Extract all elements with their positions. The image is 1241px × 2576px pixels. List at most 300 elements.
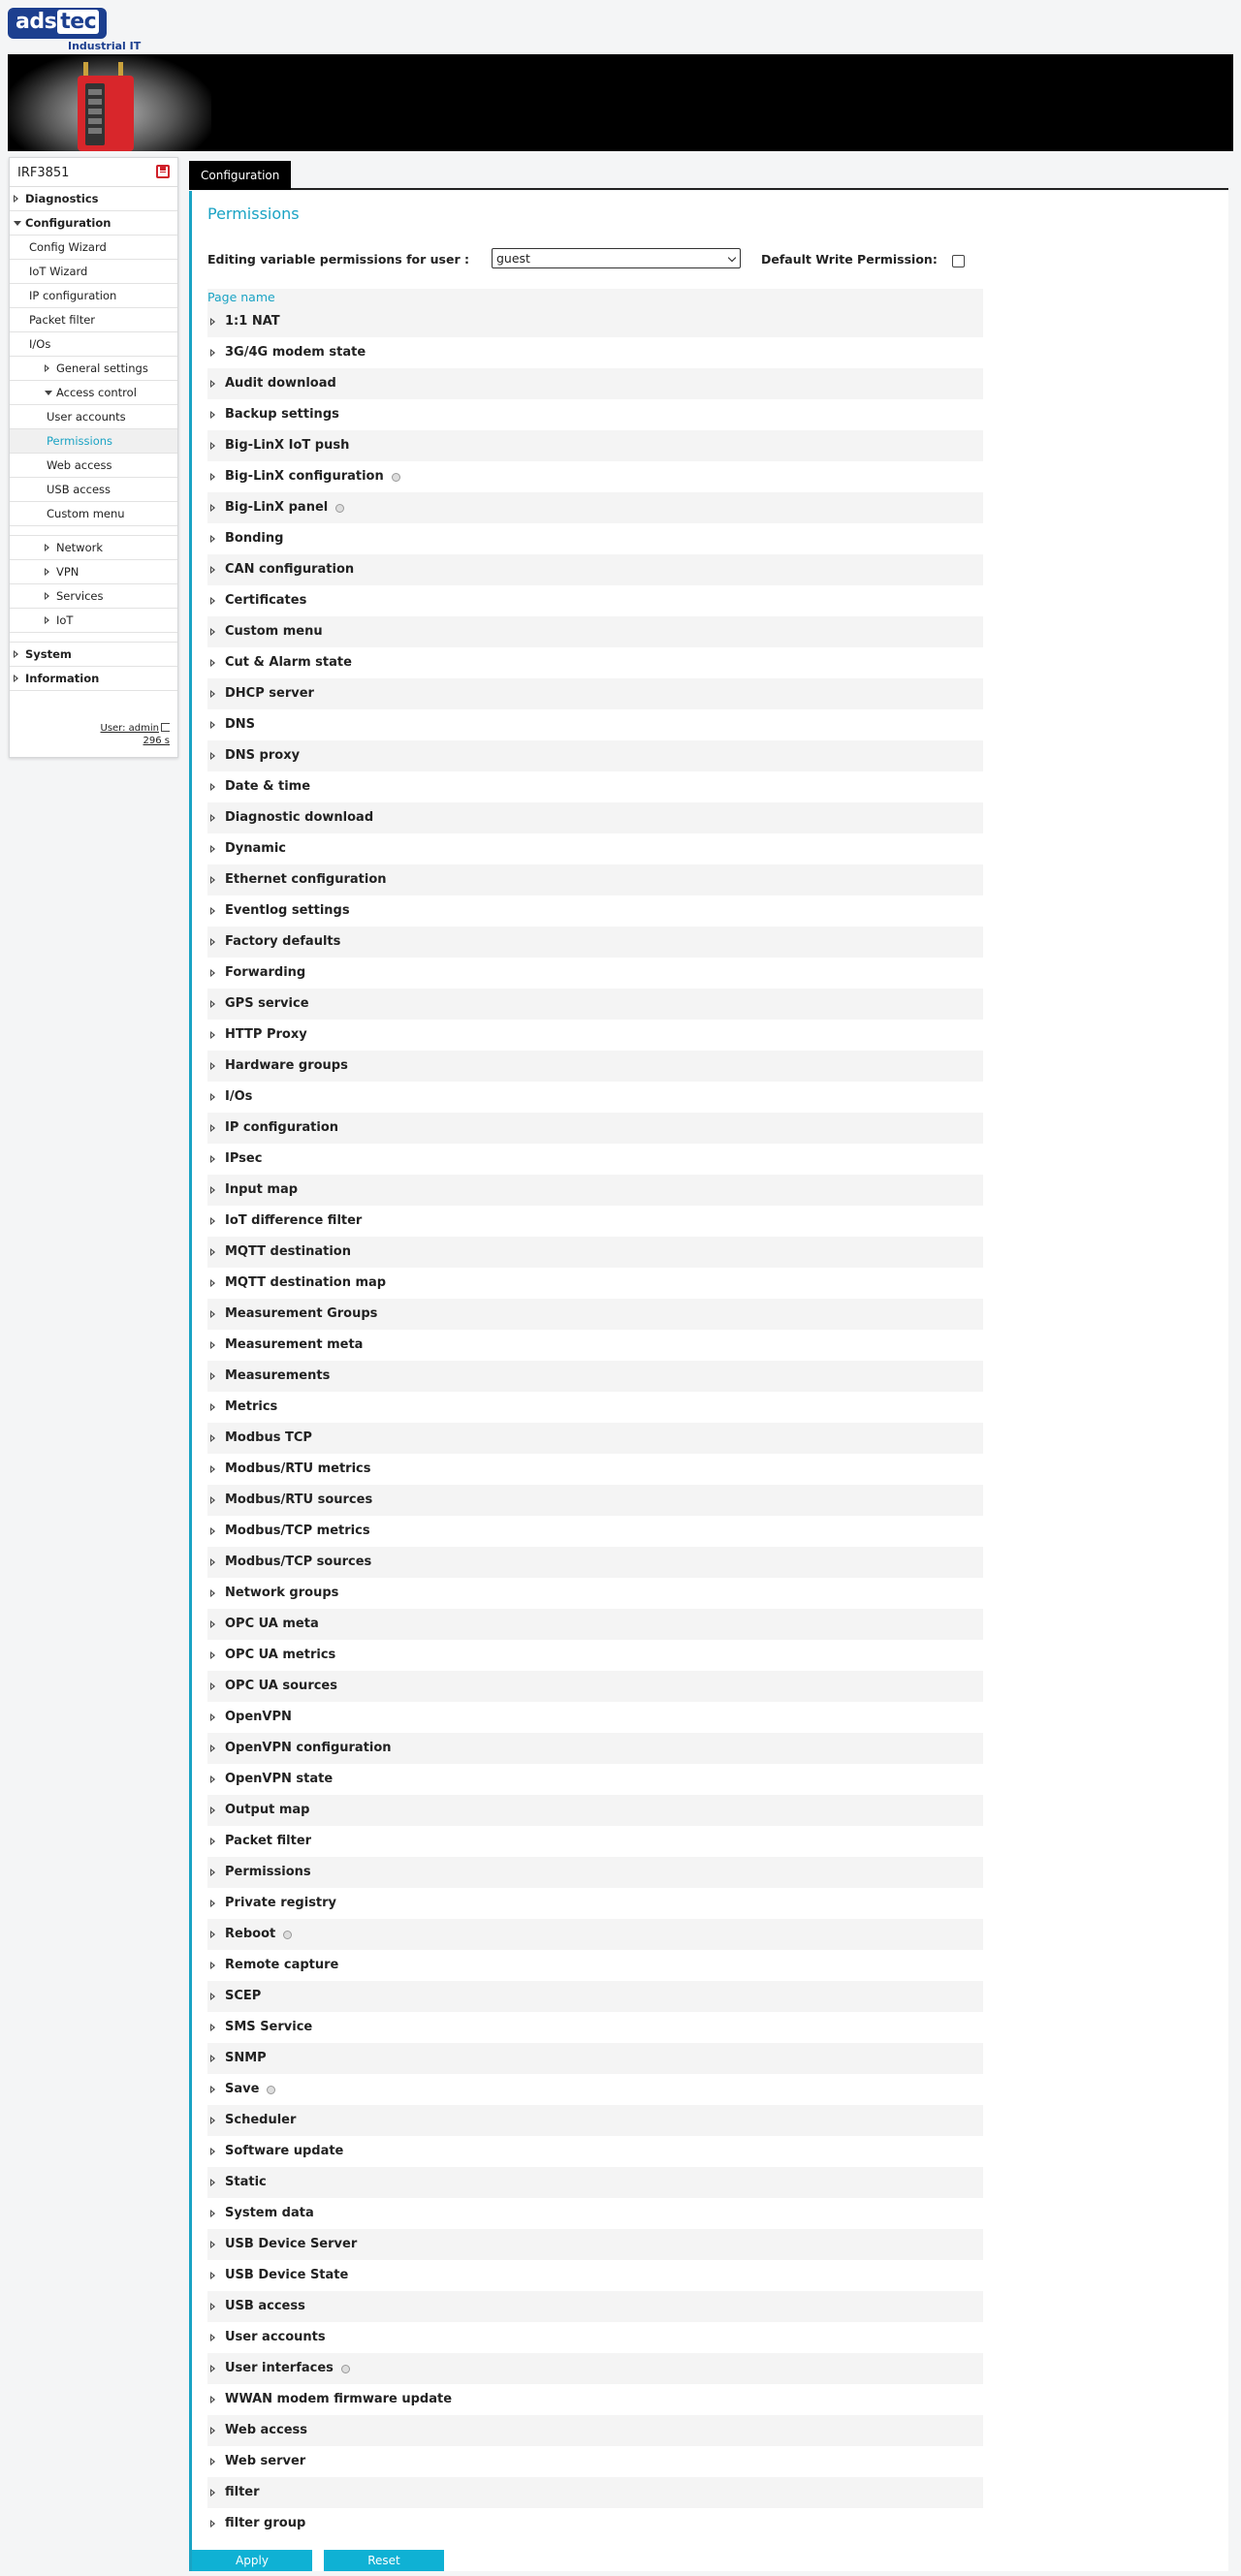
permission-row[interactable]	[207, 1609, 983, 1640]
sidebar-item-label: Services	[56, 589, 104, 603]
expand-triangle-icon[interactable]	[210, 845, 215, 853]
permission-row[interactable]	[207, 1206, 983, 1237]
expand-triangle-icon[interactable]	[210, 1031, 215, 1039]
permission-row[interactable]	[207, 802, 983, 833]
chevron-right-icon	[14, 675, 18, 682]
expand-triangle-icon[interactable]	[210, 535, 215, 543]
permission-row[interactable]	[207, 2260, 983, 2291]
permission-row[interactable]	[207, 2353, 983, 2384]
sidebar-item-label: General settings	[56, 361, 148, 375]
expand-triangle-icon[interactable]	[210, 721, 215, 729]
sidebar-item-vpn[interactable]	[10, 560, 177, 584]
permission-page-name: IoT difference filter	[225, 1213, 363, 1228]
expand-triangle-icon[interactable]	[210, 690, 215, 698]
chevron-right-icon	[14, 650, 18, 658]
expand-triangle-icon[interactable]	[210, 1124, 215, 1132]
expand-triangle-icon[interactable]	[210, 1217, 215, 1225]
expand-triangle-icon[interactable]	[210, 1000, 215, 1008]
permission-row[interactable]	[207, 2136, 983, 2167]
chevron-down-icon	[14, 221, 21, 226]
sidebar-item-user-accounts[interactable]	[10, 405, 177, 429]
expand-triangle-icon[interactable]	[210, 566, 215, 574]
expand-triangle-icon[interactable]	[210, 1775, 215, 1783]
expand-triangle-icon[interactable]	[210, 2179, 215, 2186]
sidebar-item-config-wizard[interactable]	[10, 236, 177, 260]
permission-page-name: Web access	[225, 2423, 308, 2437]
device-name: IRF3851	[17, 166, 70, 180]
permission-row[interactable]	[207, 2508, 983, 2539]
gear-icon	[341, 2365, 350, 2373]
permission-row[interactable]	[207, 1888, 983, 1919]
expand-triangle-icon[interactable]	[210, 2458, 215, 2466]
expand-triangle-icon[interactable]	[210, 442, 215, 450]
expand-triangle-icon[interactable]	[210, 783, 215, 791]
permissions-rows	[207, 306, 983, 2539]
permission-page-name: Reboot	[225, 1927, 276, 1941]
permission-page-name: Permissions	[225, 1865, 311, 1879]
sidebar-item-custom-menu[interactable]	[10, 502, 177, 526]
expand-triangle-icon[interactable]	[210, 1589, 215, 1597]
permission-row[interactable]	[207, 1268, 983, 1299]
permission-page-name: IPsec	[225, 1151, 263, 1166]
permission-page-name: Web server	[225, 2454, 306, 2468]
permission-page-name: 3G/4G modem state	[225, 345, 366, 360]
expand-triangle-icon[interactable]	[210, 1341, 215, 1349]
permission-row[interactable]	[207, 1299, 983, 1330]
sidebar-menu	[10, 187, 177, 691]
expand-triangle-icon[interactable]	[210, 2365, 215, 2372]
permission-page-name: Modbus/TCP metrics	[225, 1524, 370, 1538]
permission-page-name: Save	[225, 2082, 260, 2096]
expand-triangle-icon[interactable]	[210, 2117, 215, 2124]
sidebar-item-label: Packet filter	[29, 313, 96, 327]
expand-triangle-icon[interactable]	[210, 318, 215, 326]
sidebar-spacer	[10, 526, 177, 536]
permission-page-name: USB access	[225, 2299, 305, 2313]
sidebar-item-label: VPN	[56, 565, 80, 579]
sidebar-item-access-control[interactable]	[10, 381, 177, 405]
permission-row[interactable]	[207, 1950, 983, 1981]
logo-text-ads: ads	[16, 10, 57, 34]
logo-tagline: Industrial IT	[68, 40, 142, 52]
permission-row[interactable]	[207, 2198, 983, 2229]
expand-triangle-icon[interactable]	[210, 1744, 215, 1752]
expand-triangle-icon[interactable]	[210, 876, 215, 884]
permission-row[interactable]	[207, 368, 983, 399]
expand-triangle-icon[interactable]	[210, 907, 215, 915]
permission-page-name: OpenVPN state	[225, 1772, 334, 1786]
permission-row[interactable]	[207, 1547, 983, 1578]
expand-triangle-icon[interactable]	[210, 814, 215, 822]
sidebar-item-label: Custom menu	[47, 507, 125, 520]
permission-row[interactable]	[207, 1981, 983, 2012]
permission-row[interactable]	[207, 2477, 983, 2508]
permission-page-name: OPC UA sources	[225, 1679, 337, 1693]
permission-page-name: I/Os	[225, 1089, 253, 1104]
permission-row[interactable]	[207, 1423, 983, 1454]
session-info	[101, 722, 171, 747]
sidebar-navigation	[9, 157, 178, 758]
expand-triangle-icon[interactable]	[210, 1962, 215, 1969]
sidebar-item-services[interactable]	[10, 584, 177, 609]
permissions-table	[207, 289, 983, 2539]
sidebar-item-label: Config Wizard	[29, 240, 107, 254]
expand-triangle-icon[interactable]	[210, 2055, 215, 2062]
expand-triangle-icon[interactable]	[210, 1062, 215, 1070]
expand-triangle-icon[interactable]	[210, 938, 215, 946]
expand-triangle-icon[interactable]	[210, 504, 215, 512]
permission-row[interactable]	[207, 1826, 983, 1857]
permission-row[interactable]	[207, 678, 983, 709]
permission-row[interactable]	[207, 1051, 983, 1082]
expand-triangle-icon[interactable]	[210, 597, 215, 605]
permission-row[interactable]	[207, 306, 983, 337]
expand-triangle-icon[interactable]	[210, 1093, 215, 1101]
permission-page-name: Diagnostic download	[225, 810, 374, 825]
permission-page-name: DNS proxy	[225, 748, 301, 763]
sidebar-item-label: Access control	[56, 386, 137, 399]
permission-row[interactable]	[207, 2322, 983, 2353]
page-title: Permissions	[207, 204, 300, 223]
expand-triangle-icon[interactable]	[210, 1434, 215, 1442]
sidebar-item-system[interactable]	[10, 643, 177, 667]
adstec-logo	[8, 8, 142, 52]
expand-triangle-icon[interactable]	[210, 2303, 215, 2310]
permission-row[interactable]	[207, 1237, 983, 1268]
permission-row[interactable]	[207, 554, 983, 585]
save-config-icon[interactable]	[156, 165, 170, 178]
expand-triangle-icon[interactable]	[210, 1620, 215, 1628]
expand-triangle-icon[interactable]	[210, 1838, 215, 1845]
permission-page-name: Forwarding	[225, 965, 306, 980]
permission-page-name: Measurement Groups	[225, 1306, 378, 1321]
expand-triangle-icon[interactable]	[210, 1496, 215, 1504]
permission-row[interactable]	[207, 2384, 983, 2415]
chevron-right-icon	[45, 544, 49, 551]
expand-triangle-icon[interactable]	[210, 752, 215, 760]
permission-page-name: MQTT destination map	[225, 1275, 387, 1290]
permission-page-name: Bonding	[225, 531, 284, 546]
permission-page-name: Metrics	[225, 1399, 278, 1414]
permission-page-name: DHCP server	[225, 686, 314, 701]
tab-bar	[189, 161, 1228, 190]
sidebar-item-label: Configuration	[25, 216, 111, 230]
chevron-down-icon	[45, 391, 52, 395]
permission-page-name: OPC UA meta	[225, 1617, 319, 1631]
sidebar-item-i-os[interactable]	[10, 332, 177, 357]
permission-row[interactable]	[207, 1454, 983, 1485]
permission-row[interactable]	[207, 1640, 983, 1671]
permission-page-name: Network groups	[225, 1586, 339, 1600]
permission-page-name: Modbus/TCP sources	[225, 1555, 372, 1569]
expand-triangle-icon[interactable]	[210, 1869, 215, 1876]
expand-triangle-icon[interactable]	[210, 1279, 215, 1287]
permission-page-name: User accounts	[225, 2330, 326, 2344]
permission-page-name: Input map	[225, 1182, 299, 1197]
permission-row[interactable]	[207, 492, 983, 523]
permission-row[interactable]	[207, 1082, 983, 1113]
permission-page-name: MQTT destination	[225, 1244, 351, 1259]
reset-button[interactable]: Reset	[324, 2550, 444, 2571]
permission-row[interactable]	[207, 616, 983, 647]
sidebar-item-label: System	[25, 647, 72, 661]
expand-triangle-icon[interactable]	[210, 1651, 215, 1659]
permission-page-name: Certificates	[225, 593, 307, 608]
permission-row[interactable]	[207, 647, 983, 678]
column-header-page-name: Page name	[207, 289, 983, 306]
permission-row[interactable]	[207, 1361, 983, 1392]
expand-triangle-icon[interactable]	[210, 659, 215, 667]
permission-page-name: GPS service	[225, 996, 309, 1011]
expand-triangle-icon[interactable]	[210, 1527, 215, 1535]
sidebar-header	[10, 158, 177, 187]
expand-triangle-icon[interactable]	[210, 1155, 215, 1163]
permission-row[interactable]	[207, 1175, 983, 1206]
permission-page-name: Private registry	[225, 1896, 337, 1910]
permission-row[interactable]	[207, 2446, 983, 2477]
permission-page-name: Custom menu	[225, 624, 323, 639]
permission-row[interactable]	[207, 1857, 983, 1888]
sidebar-item-general-settings[interactable]	[10, 357, 177, 381]
sidebar-item-label: I/Os	[29, 337, 51, 351]
permission-row[interactable]	[207, 1144, 983, 1175]
permission-page-name: OpenVPN	[225, 1710, 292, 1724]
expand-triangle-icon[interactable]	[210, 1682, 215, 1690]
sidebar-item-configuration[interactable]	[10, 211, 177, 236]
expand-triangle-icon[interactable]	[210, 1372, 215, 1380]
chevron-right-icon	[45, 364, 49, 372]
permission-row[interactable]	[207, 1733, 983, 1764]
permission-page-name: Big-LinX panel	[225, 500, 329, 515]
sidebar-item-web-access[interactable]	[10, 454, 177, 478]
permission-page-name: SCEP	[225, 1989, 262, 2003]
expand-triangle-icon[interactable]	[210, 1403, 215, 1411]
permission-page-name: 1:1 NAT	[225, 314, 280, 329]
permission-page-name: Modbus/RTU sources	[225, 1492, 373, 1507]
permission-row[interactable]	[207, 1919, 983, 1950]
sidebar-item-iot-wizard[interactable]	[10, 260, 177, 284]
logo-text-tec: tec	[57, 10, 99, 34]
expand-triangle-icon[interactable]	[210, 2024, 215, 2031]
permission-row[interactable]	[207, 958, 983, 989]
gear-icon	[392, 473, 400, 482]
permission-page-name: Packet filter	[225, 1834, 312, 1848]
permission-page-name: WWAN modem firmware update	[225, 2392, 453, 2406]
permission-page-name: Big-LinX configuration	[225, 469, 384, 484]
permission-page-name: USB Device State	[225, 2268, 349, 2282]
permission-page-name: CAN configuration	[225, 562, 355, 577]
permission-page-name: Hardware groups	[225, 1058, 348, 1073]
permission-row[interactable]	[207, 2415, 983, 2446]
sidebar-item-label: Diagnostics	[25, 192, 99, 205]
permission-row[interactable]	[207, 709, 983, 740]
permission-row[interactable]	[207, 989, 983, 1020]
permission-row[interactable]	[207, 1330, 983, 1361]
expand-triangle-icon[interactable]	[210, 349, 215, 357]
permission-page-name: Big-LinX IoT push	[225, 438, 350, 453]
sidebar-item-usb-access[interactable]	[10, 478, 177, 502]
permission-row[interactable]	[207, 2167, 983, 2198]
permission-page-name: filter	[225, 2485, 260, 2499]
permission-page-name: Modbus TCP	[225, 1430, 312, 1445]
permission-row[interactable]	[207, 740, 983, 771]
permission-row[interactable]	[207, 927, 983, 958]
expand-triangle-icon[interactable]	[210, 2489, 215, 2497]
chevron-right-icon	[45, 616, 49, 624]
permission-page-name: SNMP	[225, 2051, 267, 2065]
chevron-right-icon	[14, 195, 18, 203]
expand-triangle-icon[interactable]	[210, 1806, 215, 1814]
permission-page-name: Dynamic	[225, 841, 287, 856]
permission-page-name: Eventlog settings	[225, 903, 350, 918]
default-write-label: Default Write Permission:	[761, 252, 938, 267]
permission-row[interactable]	[207, 2291, 983, 2322]
sidebar-item-label: USB access	[47, 483, 111, 496]
permission-row[interactable]	[207, 1764, 983, 1795]
permission-row[interactable]	[207, 430, 983, 461]
router-device-image	[70, 62, 142, 151]
expand-triangle-icon[interactable]	[210, 2520, 215, 2528]
permission-row[interactable]	[207, 771, 983, 802]
permission-row[interactable]	[207, 2074, 983, 2105]
permission-row[interactable]	[207, 585, 983, 616]
permission-page-name: Ethernet configuration	[225, 872, 387, 887]
permission-row[interactable]	[207, 2105, 983, 2136]
default-write-checkbox[interactable]	[952, 255, 965, 267]
expand-triangle-icon[interactable]	[210, 411, 215, 419]
expand-triangle-icon[interactable]	[210, 2241, 215, 2248]
apply-button[interactable]: Apply	[192, 2550, 312, 2571]
sidebar-item-label: IoT Wizard	[29, 265, 88, 278]
permission-page-name: USB Device Server	[225, 2237, 358, 2251]
permission-page-name: Remote capture	[225, 1958, 339, 1972]
permission-page-name: Cut & Alarm state	[225, 655, 352, 670]
tab-configuration[interactable]: Configuration	[189, 161, 291, 190]
permission-page-name: User interfaces	[225, 2361, 334, 2375]
permission-row[interactable]	[207, 2229, 983, 2260]
permission-page-name: OpenVPN configuration	[225, 1741, 392, 1755]
expand-triangle-icon[interactable]	[210, 1558, 215, 1566]
session-timer: 296 s	[143, 736, 170, 746]
permission-row[interactable]	[207, 864, 983, 895]
user-select[interactable]	[492, 248, 741, 268]
permission-row[interactable]	[207, 1516, 983, 1547]
sidebar-item-network[interactable]	[10, 536, 177, 560]
expand-triangle-icon[interactable]	[210, 2148, 215, 2155]
logout-link[interactable]: User: admin	[100, 723, 159, 734]
permission-row[interactable]	[207, 1392, 983, 1423]
permission-page-name: HTTP Proxy	[225, 1027, 307, 1042]
expand-triangle-icon[interactable]	[210, 2427, 215, 2435]
expand-triangle-icon[interactable]	[210, 380, 215, 388]
expand-triangle-icon[interactable]	[210, 2272, 215, 2279]
header-banner	[8, 54, 1233, 151]
permission-page-name: Audit download	[225, 376, 336, 391]
permission-row[interactable]	[207, 1578, 983, 1609]
expand-triangle-icon[interactable]	[210, 2396, 215, 2403]
permission-page-name: Static	[225, 2175, 267, 2189]
permission-row[interactable]	[207, 337, 983, 368]
permission-page-name: OPC UA metrics	[225, 1648, 336, 1662]
sidebar-item-label: IoT	[56, 613, 74, 627]
permission-row[interactable]	[207, 1702, 983, 1733]
user-select-value: guest	[496, 251, 530, 266]
permission-page-name: Measurement meta	[225, 1337, 364, 1352]
chevron-right-icon	[45, 592, 49, 600]
expand-triangle-icon[interactable]	[210, 1900, 215, 1907]
user-select-label: Editing variable permissions for user :	[207, 252, 469, 267]
expand-triangle-icon[interactable]	[210, 628, 215, 636]
permission-row[interactable]	[207, 461, 983, 492]
permission-page-name: SMS Service	[225, 2020, 313, 2034]
gear-icon	[267, 2086, 275, 2094]
expand-triangle-icon[interactable]	[210, 1186, 215, 1194]
chevron-right-icon	[45, 568, 49, 576]
expand-triangle-icon[interactable]	[210, 2210, 215, 2217]
expand-triangle-icon[interactable]	[210, 1465, 215, 1473]
permission-page-name: Scheduler	[225, 2113, 297, 2127]
gear-icon	[335, 504, 344, 513]
permission-page-name: Factory defaults	[225, 934, 341, 949]
permission-row[interactable]	[207, 1485, 983, 1516]
sidebar-item-label: IP configuration	[29, 289, 117, 302]
expand-triangle-icon[interactable]	[210, 1931, 215, 1938]
sidebar-item-label: Network	[56, 541, 104, 554]
permission-page-name: Modbus/RTU metrics	[225, 1461, 371, 1476]
permission-page-name: Date & time	[225, 779, 311, 794]
expand-triangle-icon[interactable]	[210, 2334, 215, 2341]
permission-page-name: System data	[225, 2206, 314, 2220]
sidebar-item-label: Information	[25, 672, 100, 685]
logout-icon[interactable]	[161, 723, 170, 732]
permission-row[interactable]	[207, 895, 983, 927]
sidebar-item-information[interactable]	[10, 667, 177, 691]
chevron-down-icon	[728, 254, 736, 262]
expand-triangle-icon[interactable]	[210, 1713, 215, 1721]
expand-triangle-icon[interactable]	[210, 1993, 215, 2000]
expand-triangle-icon[interactable]	[210, 1310, 215, 1318]
sidebar-item-diagnostics[interactable]	[10, 187, 177, 211]
permission-row[interactable]	[207, 399, 983, 430]
permission-page-name: Backup settings	[225, 407, 339, 422]
permission-row[interactable]	[207, 2012, 983, 2043]
sidebar-item-iot[interactable]	[10, 609, 177, 633]
expand-triangle-icon[interactable]	[210, 473, 215, 481]
permission-row[interactable]	[207, 523, 983, 554]
sidebar-item-permissions[interactable]	[10, 429, 177, 454]
permission-row[interactable]	[207, 1671, 983, 1702]
main-content	[189, 191, 1228, 2571]
permission-row[interactable]	[207, 1020, 983, 1051]
permission-page-name: filter group	[225, 2516, 306, 2530]
permission-page-name: Output map	[225, 1803, 310, 1817]
permission-row[interactable]	[207, 1795, 983, 1826]
expand-triangle-icon[interactable]	[210, 969, 215, 977]
sidebar-item-ip-configuration[interactable]	[10, 284, 177, 308]
permission-page-name: DNS	[225, 717, 256, 732]
permission-row[interactable]	[207, 1113, 983, 1144]
permission-row[interactable]	[207, 2043, 983, 2074]
permission-page-name: Software update	[225, 2144, 344, 2158]
sidebar-item-label: User accounts	[47, 410, 126, 424]
sidebar-item-label: Permissions	[47, 434, 113, 448]
gear-icon	[283, 1931, 292, 1939]
expand-triangle-icon[interactable]	[210, 1248, 215, 1256]
permission-row[interactable]	[207, 833, 983, 864]
sidebar-spacer	[10, 633, 177, 643]
sidebar-item-packet-filter[interactable]	[10, 308, 177, 332]
expand-triangle-icon[interactable]	[210, 2086, 215, 2093]
